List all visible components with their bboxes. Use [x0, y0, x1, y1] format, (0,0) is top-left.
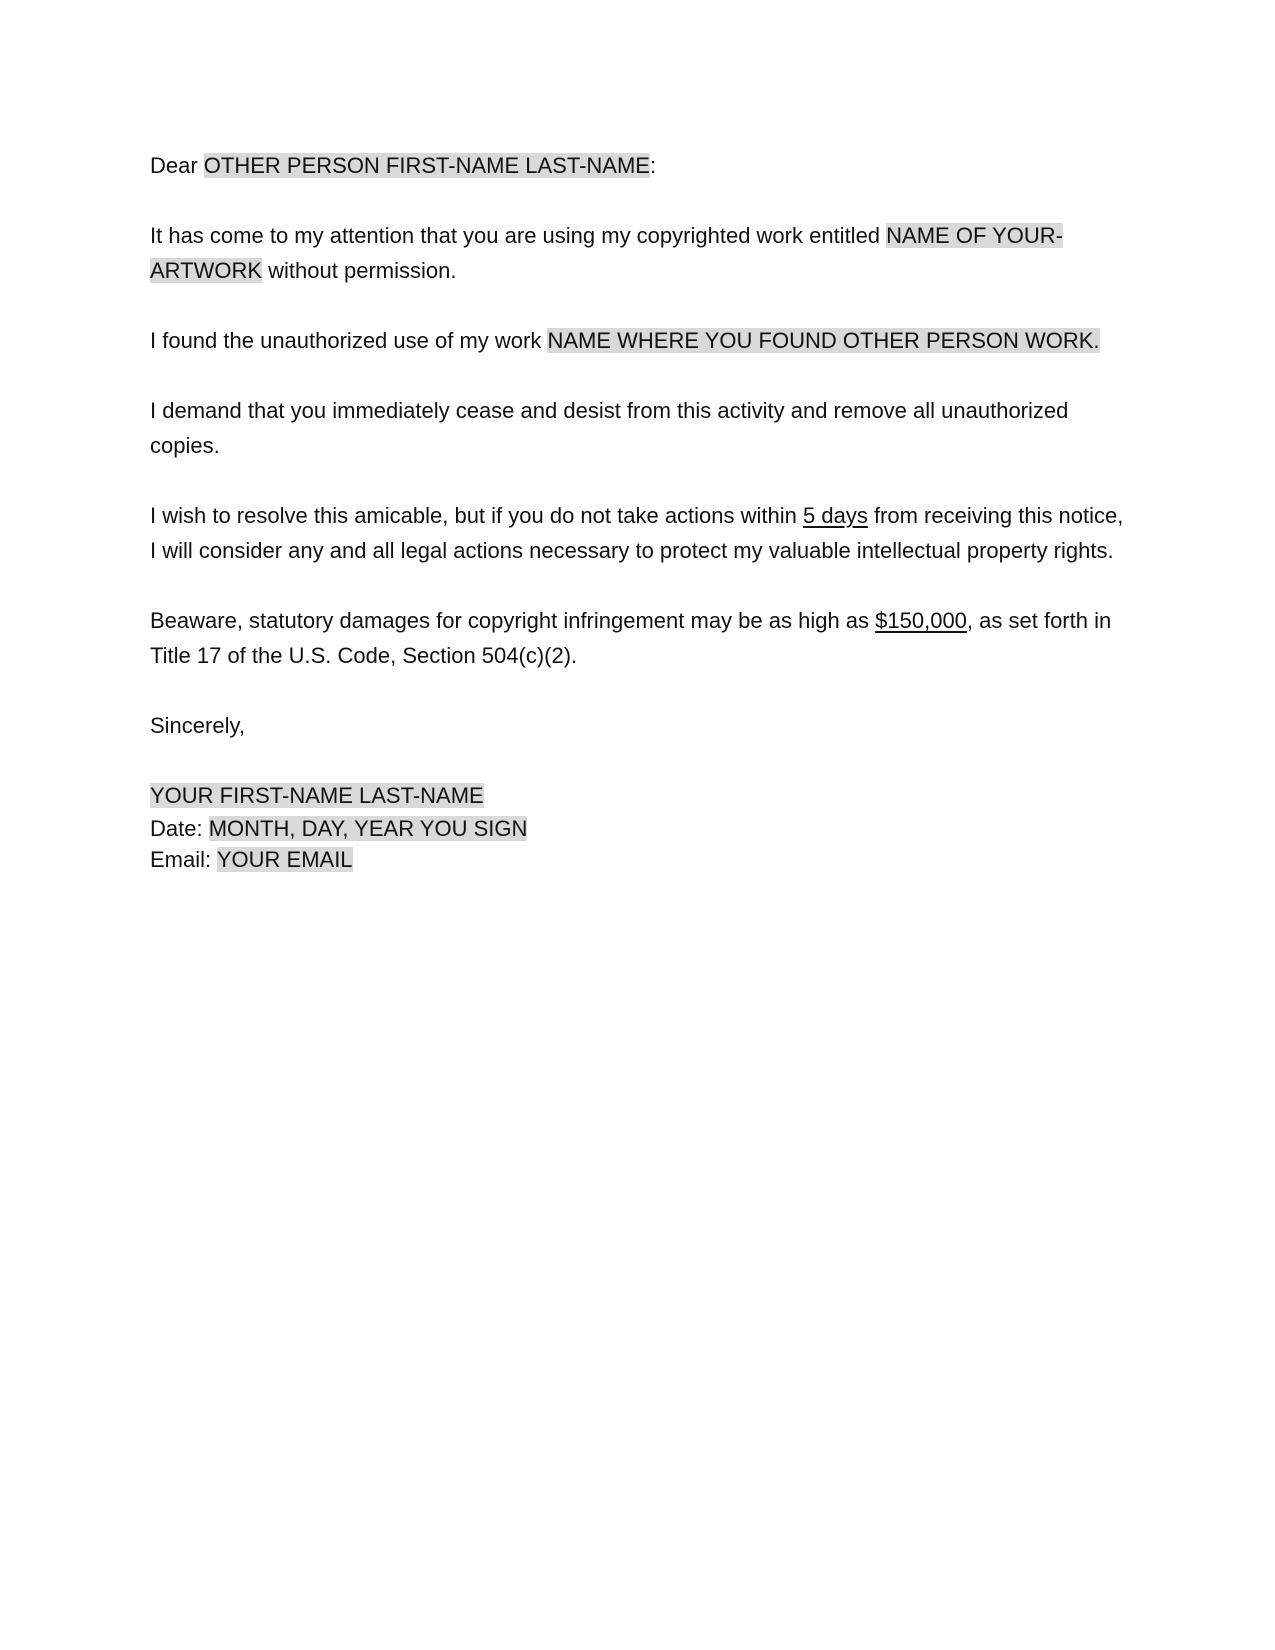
found-location-placeholder: NAME WHERE YOU FOUND OTHER PERSON WORK. [547, 328, 1100, 353]
paragraph-4-text-b: from receiving this notice, I will consider any and all legal actions necessary to protect my valuable intellectual property rights. [150, 503, 1124, 563]
paragraph-5-text-b: , as set forth in Title 17 of the U.S. Code, Section 504(c)(2). [150, 608, 1112, 668]
paragraph-4-text-a: I wish to resolve this amicable, but if you do not take actions within [150, 503, 803, 528]
salutation [150, 148, 1125, 183]
signature-block [150, 778, 1125, 875]
paragraph-3-text: I demand that you immediately cease and desist from this activity and remove all unauthorized copies. [150, 398, 1069, 458]
damages-amount: $150,000 [875, 608, 967, 633]
email-placeholder: YOUR EMAIL [216, 847, 353, 872]
signer-name-placeholder: YOUR FIRST-NAME LAST-NAME [150, 783, 484, 808]
paragraph-1-text-a: It has come to my attention that you are using my copyrighted work entitled [150, 223, 887, 248]
date-label: Date: [150, 816, 209, 841]
paragraph-demand [150, 393, 1125, 463]
signature-email-line [150, 844, 1125, 875]
paragraph-damages [150, 603, 1125, 673]
paragraph-resolution [150, 498, 1125, 568]
date-placeholder: MONTH, DAY, YEAR YOU SIGN [208, 816, 528, 841]
closing: Sincerely, [150, 713, 245, 738]
recipient-name-placeholder: OTHER PERSON FIRST-NAME LAST-NAME [203, 153, 650, 178]
paragraph-copyright-notice [150, 218, 1125, 288]
signature-name-line [150, 778, 1125, 813]
deadline-days: 5 days [803, 503, 868, 528]
signature-date-line [150, 813, 1125, 844]
letter-body [150, 148, 1125, 875]
salutation-prefix: Dear [150, 153, 204, 178]
paragraph-2-text-a: I found the unauthorized use of my work [150, 328, 548, 353]
salutation-suffix: : [649, 153, 657, 178]
paragraph-1-text-b: without permission. [262, 258, 457, 283]
email-label: Email: [150, 847, 217, 872]
paragraph-5-text-a: Beaware, statutory damages for copyright infringement may be as high as [150, 608, 876, 633]
artwork-name-placeholder: NAME OF YOUR-ARTWORK [150, 223, 1063, 283]
paragraph-found-location [150, 323, 1125, 358]
